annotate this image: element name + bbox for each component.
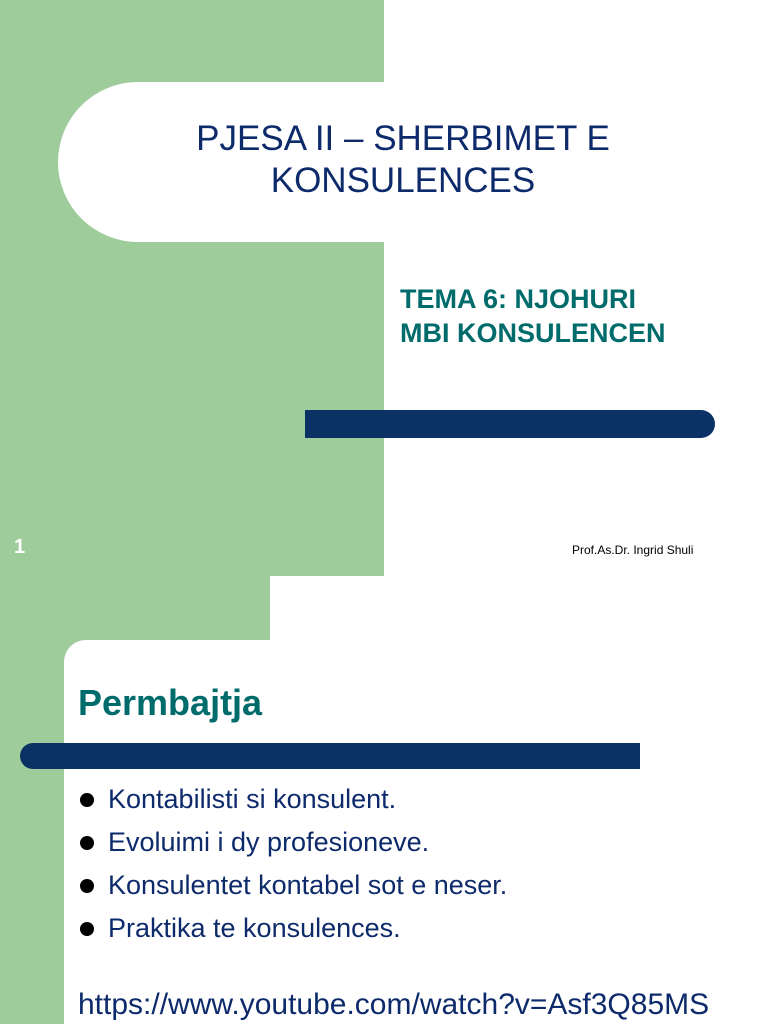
slide-subtitle-line2: MBI KONSULENCEN xyxy=(400,318,666,348)
author-name: Prof.As.Dr. Ingrid Shuli xyxy=(572,543,694,557)
bullet-icon xyxy=(80,793,94,807)
bullet-list xyxy=(78,778,507,950)
list-item xyxy=(78,821,507,864)
slide-subtitle xyxy=(400,282,666,350)
slide-title xyxy=(110,118,696,202)
bullet-icon xyxy=(80,836,94,850)
list-item-text: Kontabilisti si konsulent. xyxy=(108,784,397,814)
bullet-icon xyxy=(80,922,94,936)
list-item-text: Praktika te konsulences. xyxy=(108,913,401,943)
bullet-icon xyxy=(80,879,94,893)
slide-title-line1: PJESA II – SHERBIMET E xyxy=(196,119,610,158)
list-item xyxy=(78,778,507,821)
list-item-text: Konsulentet kontabel sot e neser. xyxy=(108,870,508,900)
decorative-bar xyxy=(305,410,715,438)
youtube-link[interactable]: https://www.youtube.com/watch?v=Asf3Q85MS xyxy=(78,988,710,1021)
slide2-heading: Permbajtja xyxy=(78,682,263,723)
slide2-green-strip xyxy=(0,576,64,1024)
slide-number: 1 xyxy=(14,536,26,558)
list-item xyxy=(78,864,507,907)
slide-title-line2: KONSULENCES xyxy=(270,161,536,200)
list-item xyxy=(78,907,507,950)
list-item-text: Evoluimi i dy profesioneve. xyxy=(108,827,430,857)
slide-subtitle-line1: TEMA 6: NJOHURI xyxy=(400,284,637,314)
decorative-bar-2 xyxy=(20,743,640,769)
